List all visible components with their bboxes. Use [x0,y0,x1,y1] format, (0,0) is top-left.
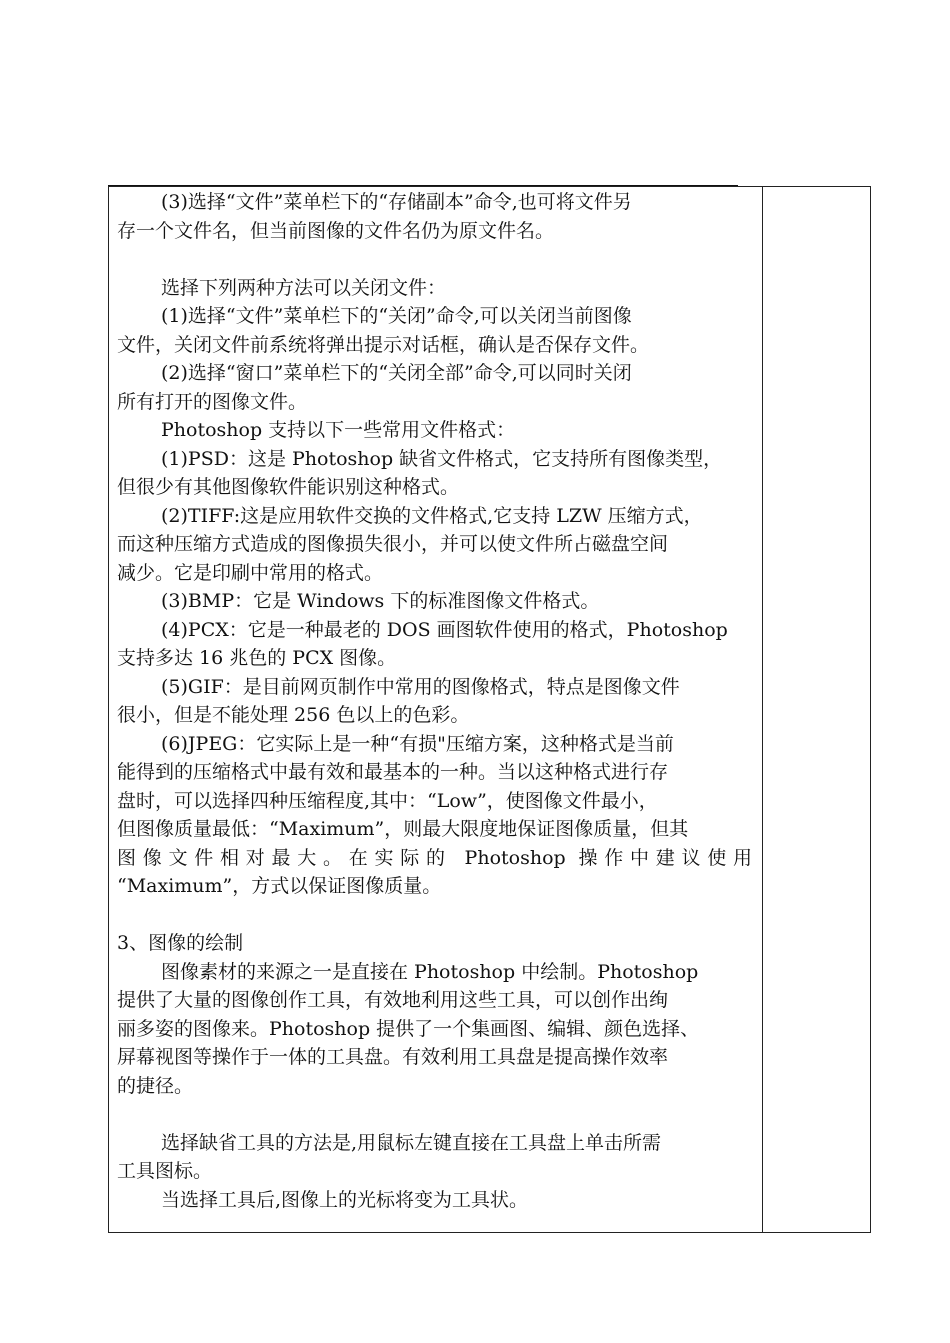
text-line: 提供了大量的图像创作工具，有效地利用这些工具，可以创作出绚 [117,989,669,1011]
text-line: (2)选择“窗口”菜单栏下的“关闭全部”命令,可以同时关闭 [161,362,632,384]
text-line: (3)BMP：它是 Windows 下的标准图像文件格式。 [161,590,600,612]
text-line: 所有打开的图像文件。 [117,390,308,413]
text-line: (3)选择“文件”菜单栏下的“存储副本”命令,也可将文件另 [161,191,632,213]
document-table [108,186,871,1233]
text-line: (1)选择“文件”菜单栏下的“关闭”命令,可以关闭当前图像 [161,305,632,327]
text-line: 的捷径。 [117,1074,194,1097]
text-line: 但图像质量最低：“Maximum”，则最大限度地保证图像质量，但其 [117,818,689,840]
text-line: 工具图标。 [117,1160,213,1182]
text-line: 图像素材的来源之一是直接在 Photoshop 中绘制。Photoshop [161,960,699,983]
text-line: 盘时，可以选择四种压缩程度,其中：“Low”，使图像文件最小， [117,789,658,812]
text-line: (2)TIFF:这是应用软件交换的文件格式,它支持 LZW 压缩方式， [161,504,703,527]
text-line: Photoshop 支持以下一些常用文件格式： [161,419,516,441]
text-line: 很小，但是不能处理 256 色以上的色彩。 [117,704,470,726]
text-line: 文件，关闭文件前系统将弹出提示对话框，确认是否保存文件。 [117,333,650,356]
text-line: 图像文件相对最大。在实际的 Photoshop 操作中建议使用 [117,846,752,869]
blank-line [117,901,752,930]
text-line: “Maximum”，方式以保证图像质量。 [117,875,442,897]
text-line: 支持多达 16 兆色的 PCX 图像。 [117,647,397,669]
text-line: 而这种压缩方式造成的图像损失很小，并可以使文件所占磁盘空间 [117,533,669,555]
text-line: 丽多姿的图像来。Photoshop 提供了一个集画图、编辑、颜色选择、 [117,1017,700,1040]
text-line: (1)PSD：这是 Photoshop 缺省文件格式，它支持所有图像类型， [161,447,723,470]
text-line: 选择下列两种方法可以关闭文件： [161,276,447,299]
blank-line [117,1100,752,1129]
text-line: 屏幕视图等操作于一体的工具盘。有效利用工具盘是提高操作效率 [117,1046,669,1068]
section-heading: 3、图像的绘制 [117,932,244,954]
column-divider [762,187,763,1232]
blank-line [117,245,752,274]
text-line: 选择缺省工具的方法是,用鼠标左键直接在工具盘上单击所需 [161,1131,662,1154]
content-cell [109,187,762,1232]
text-line: 减少。它是印刷中常用的格式。 [117,561,384,584]
text-line: 存一个文件名，但当前图像的文件名仍为原文件名。 [117,219,555,242]
text-line: 当选择工具后,图像上的光标将变为工具状。 [161,1188,529,1211]
text-line: (6)JPEG：它实际上是一种“有损"压缩方案，这种格式是当前 [161,732,674,755]
text-line: 能得到的压缩格式中最有效和最基本的一种。当以这种格式进行存 [117,761,669,783]
text-line: (4)PCX：它是一种最老的 DOS 画图软件使用的格式，Photoshop [161,618,728,641]
text-line: 但很少有其他图像软件能识别这种格式。 [117,476,460,498]
text-line: (5)GIF：是目前网页制作中常用的图像格式，特点是图像文件 [161,675,680,698]
